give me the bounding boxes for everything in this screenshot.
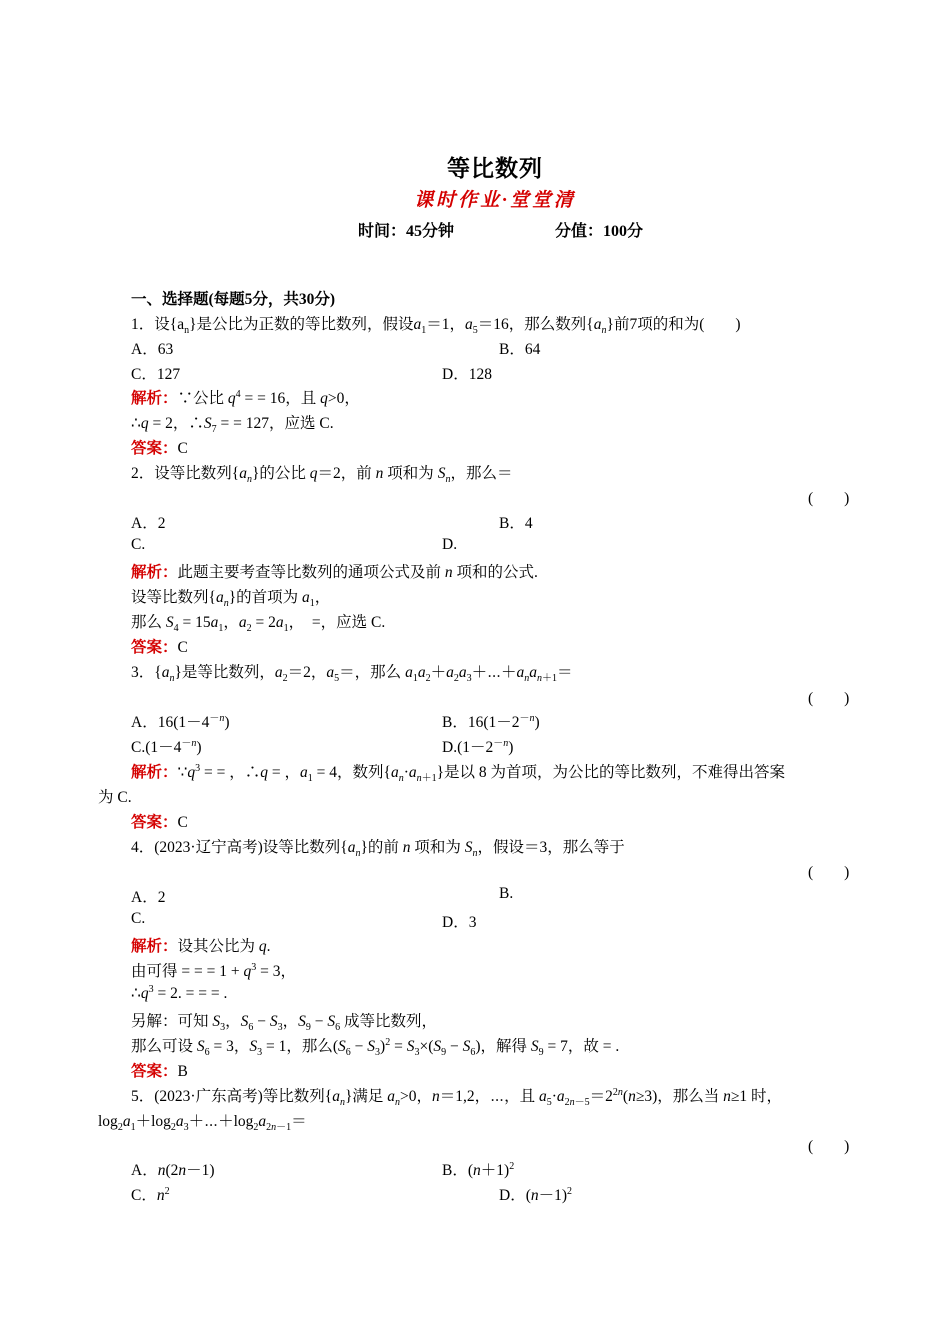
q5-stem: 5．(2023·广东高考)等比数列$\{a_n\}$满足 $a_n>0$，n＝1,2，⋯，且 $a_5\cdot a_{2n-5}=2^{2n}(n\ge 3)$，那么当 n≥1 时， (131, 1086, 783, 1109)
q1-stem: 1．设$\{a_n\}$是公比为正数的等比数列，假设$a_1=1$，$a_5=16$，那么数列$\{a_n\}$前7项的和为( ) (131, 316, 741, 337)
q4-analysis-text: 设其公比为 q. (177, 938, 271, 955)
q1-analysis-line (131, 386, 360, 408)
q2-option-c: C. (131, 536, 146, 553)
q1-analysis-text-2: ∴q = 2，$\therefore S_7$ = = 127，应选 C. (131, 415, 334, 436)
q5-answer-paren: ( ) (808, 1138, 850, 1155)
q4-answer: B (177, 1063, 188, 1080)
q3-option-d: $D.(1-2^{-n})$ (442, 737, 514, 756)
q3-option-b: B．$16(1-2^{-n})$ (442, 712, 540, 731)
q4-option-a: A．2 (131, 889, 166, 906)
answer-label: 答案： (131, 1063, 178, 1080)
q4-option-c: C. (131, 910, 146, 927)
q3-stem: 3．$\{a_n\}$是等比数列，$a_2=2$，$a_5=$，那么 $a_1a_2+a_2a_3+\cdots+a_na_{n+1}=$ (131, 664, 573, 685)
q3-answer-line (131, 810, 188, 832)
q2-stem: 2．设等比数列$\{a_n\}$的公比 q＝2，前 n 项和为 $S_n$，那么＝ (131, 465, 513, 486)
q3-answer: C (177, 814, 188, 831)
page-subtitle: 课时作业·堂堂清 (414, 190, 576, 211)
q2-option-b: B．4 (499, 515, 533, 532)
q1-answer: C (177, 440, 188, 457)
q4-answer-line (131, 1059, 188, 1081)
q2-analysis-line (131, 560, 538, 582)
q2-analysis-text-2: 设等比数列$\{a_n\}$的首项为 $a_1$， (131, 589, 331, 610)
q2-answer-line (131, 635, 188, 657)
q4-analysis-text-2: 由可得 = = = $1 + q^3 = 3$， (131, 961, 296, 980)
answer-label: 答案： (131, 814, 178, 831)
q2-option-a: A．2 (131, 515, 166, 532)
q4-stem: 4．(2023·辽宁高考)设等比数列$\{a_n\}$的前 n 项和为 $S_n$，假设＝3，那么等于 (131, 839, 625, 860)
q5-option-b: B．$(n+1)^2$ (442, 1160, 515, 1179)
q4-analysis-text-4: 另解：可知 $S_3$，$S_6 - S_3$，$S_9 - S_6$ 成等比数列， (131, 1013, 438, 1034)
q4-analysis-text-5: 那么可设 $S_6 = 3$，$S_3 = 1$，那么$(S_6 - S_3)^2 = S_3\times(S_9 - S_6)$，解得 $S_9 = 7$，故 = . (131, 1036, 620, 1059)
q3-option-a: A．$16(1-4^{-n})$ (131, 712, 230, 731)
q2-answer-paren: ( ) (808, 490, 850, 507)
analysis-label: 解析： (131, 564, 178, 581)
q5-option-d: D．$(n-1)^2$ (499, 1185, 573, 1204)
q1-option-b: B．64 (499, 341, 541, 358)
q1-analysis-text: ∵公比 $q^4$ = = 16，且 q>0， (177, 388, 360, 407)
q4-analysis-text-3: $\therefore q^3 = 2$. = = = . (131, 983, 228, 1002)
score-info: 分值：100分 (555, 223, 644, 240)
answer-label: 答案： (131, 639, 178, 656)
section-heading: 一、选择题(每题5分，共30分) (131, 291, 336, 308)
page-title: 等比数列 (447, 156, 543, 181)
q1-answer-line (131, 436, 188, 458)
q3-analysis-text: $\because q^3$ = = ，∴q = ，$a_1 = 4$，数列$\{a_n\cdot a_{n+1}\}$是以 8 为首项，为公比的等比数列，不难得出答案 (177, 762, 786, 785)
analysis-label: 解析： (131, 390, 178, 407)
q3-answer-paren: ( ) (808, 690, 850, 707)
q2-answer: C (177, 639, 188, 656)
q4-option-b: B. (499, 885, 514, 902)
q5-stem-2: $\log_2a_1+\log_2a_3+\cdots+\log_2a_{2n-1}=$ (98, 1113, 307, 1134)
q4-analysis-line (131, 934, 271, 956)
q5-option-c: C．$n^2$ (131, 1185, 170, 1204)
q2-analysis-text: 此题主要考查等比数列的通项公式及前 n 项和的公式. (177, 564, 538, 581)
analysis-label: 解析： (131, 764, 178, 781)
q1-option-a: A．63 (131, 341, 174, 358)
q3-analysis-text-2: 为 C. (98, 789, 132, 806)
q2-analysis-text-3: 那么 $S_4 = 15a_1$，$a_2 = 2a_1$， =，应选 C. (131, 614, 386, 635)
q1-option-d: D．128 (442, 366, 492, 383)
q2-option-d: D. (442, 536, 458, 553)
answer-label: 答案： (131, 440, 178, 457)
q3-option-c: $C.(1-4^{-n})$ (131, 737, 202, 756)
q3-analysis-line (131, 760, 786, 785)
q1-option-c: C．127 (131, 366, 181, 383)
q4-option-d: D．3 (442, 914, 477, 931)
time-info: 时间：45分钟 (358, 223, 455, 240)
analysis-label: 解析： (131, 938, 178, 955)
q5-option-a: A．n(2n－1) (131, 1162, 215, 1179)
q4-answer-paren: ( ) (808, 864, 850, 881)
